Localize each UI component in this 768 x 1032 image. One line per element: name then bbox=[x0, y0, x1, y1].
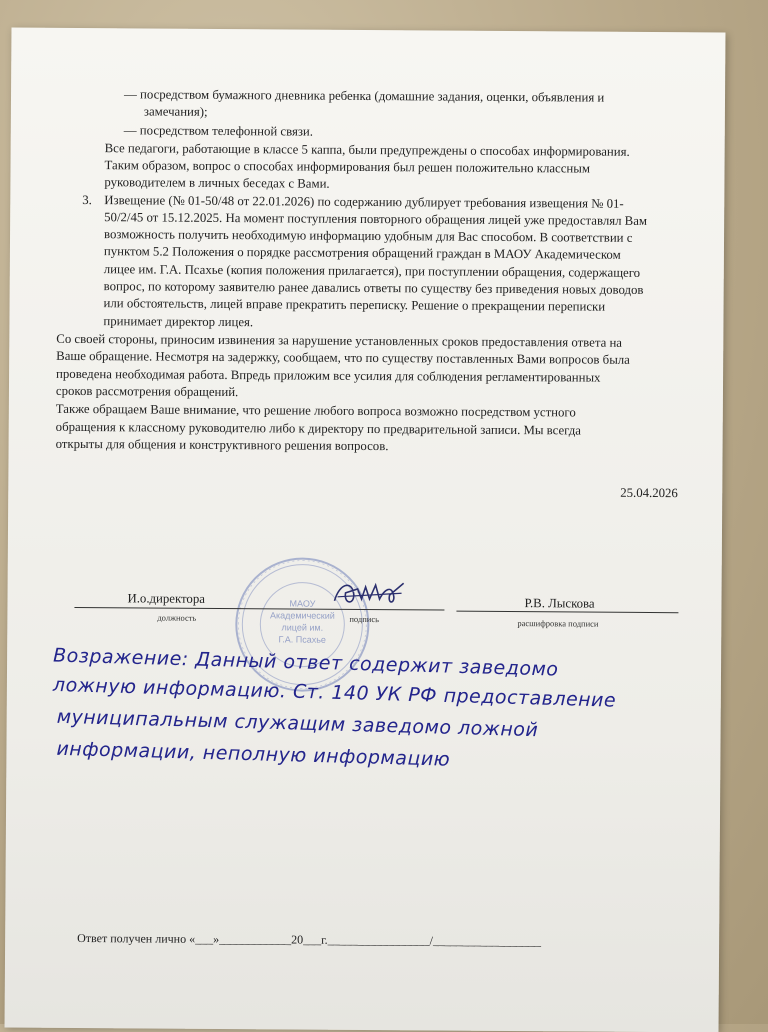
item3-line3: возможность получить необходимую информацию удобным для Вас способом. В соответствии с bbox=[104, 227, 633, 245]
bullet-phone: — посредством телефонной связи. bbox=[123, 123, 314, 139]
item3-line1: Извещение (№ 01-50/48 от 22.01.2026) по содержанию дублирует требования извещения № 01- bbox=[104, 193, 624, 211]
handwritten-objection-line4: информации, неполную информацию bbox=[56, 737, 451, 771]
paragraph-contact-line3: открыты для общения и конструктивного решения вопросов. bbox=[55, 436, 389, 454]
stamp-line3: лицей им. bbox=[281, 622, 324, 633]
signature-line-right bbox=[456, 611, 678, 614]
item3-line5: лицее им. Г.А. Псахье (копия положения прилагается), при поступлении обращения, содержащего bbox=[103, 262, 641, 280]
item3-line4: пунктом 5.2 Положения о порядке рассмотрения обращений граждан в МАОУ Академическом bbox=[103, 244, 621, 262]
signer-name: Р.В. Лыскова bbox=[524, 596, 595, 611]
handwritten-objection-line2: ложную информацию. Ст. 140 УК РФ предоставление bbox=[52, 673, 617, 712]
paragraph-teachers-line2: Таким образом, вопрос о способах информирования был решен положительно классным bbox=[104, 158, 591, 176]
item3-line2: 50/2/45 от 15.12.2025. На момент поступления повторного обращения лицей уже предоставлял Вам bbox=[104, 210, 648, 228]
item3-line7: или обстоятельств, лицей вправе прекратить переписку. Решение о прекращении переписки bbox=[103, 296, 606, 314]
bullet-diary-line2: замечания); bbox=[143, 104, 208, 119]
position-caption: должность bbox=[157, 612, 197, 623]
paragraph-apology-line3: проведена необходимая работа. Впредь приложим все усилия для соблюдения регламентированных bbox=[56, 366, 601, 385]
paragraph-apology-line1: Со своей стороны, приносим извинения за нарушение установленных сроков предоставления ответа на bbox=[56, 331, 623, 350]
stamp-line2: Академический bbox=[269, 610, 335, 621]
handwritten-objection-line1: Возражение: Данный ответ содержит заведомо bbox=[52, 644, 559, 681]
bullet-diary-line1: — посредством бумажного дневника ребенка (домашние задания, оценки, объявления и bbox=[123, 87, 605, 105]
receipt-line: Ответ получен лично «___»____________20___г._________________/__________________ bbox=[77, 931, 542, 949]
item3-line8: принимает директор лицея. bbox=[103, 314, 254, 330]
stamp-line1: МАОУ bbox=[289, 598, 316, 609]
paragraph-apology-line2: Ваше обращение. Несмотря на задержку, сообщаем, что по существу поставленных Вами вопросов была bbox=[56, 348, 630, 367]
sign-caption: подпись bbox=[349, 613, 380, 625]
paragraph-teachers-line1: Все педагоги, работающие в классе 5 каппа, были предупреждены о способах информирования. bbox=[104, 141, 630, 159]
name-caption: расшифровка подписи bbox=[517, 618, 599, 629]
item3-line6: вопрос, по которому заявителю ранее давались ответы по существу без приведения новых доводов bbox=[103, 279, 644, 297]
document-date: 25.04.2026 bbox=[620, 485, 678, 501]
stamp-line4: Г.А. Псахье bbox=[278, 634, 326, 645]
document-page bbox=[5, 28, 726, 1032]
signer-position: И.о.директора bbox=[127, 591, 206, 606]
handwritten-objection-line3: муниципальным служащим заведомо ложной bbox=[56, 705, 539, 742]
handwritten-signature bbox=[329, 575, 409, 612]
paragraph-contact-line2: обращения к классному руководителю либо к директору по предварительной записи. Мы всегда bbox=[55, 419, 582, 438]
paragraph-teachers-line3: руководителем в личных беседах с Вами. bbox=[104, 175, 330, 191]
paragraph-contact-line1: Также обращаем Ваше внимание, что решение любого вопроса возможно посредством устного bbox=[55, 401, 576, 420]
item-number: 3. bbox=[82, 193, 92, 208]
paragraph-apology-line4: сроков рассмотрения обращений. bbox=[55, 383, 239, 400]
